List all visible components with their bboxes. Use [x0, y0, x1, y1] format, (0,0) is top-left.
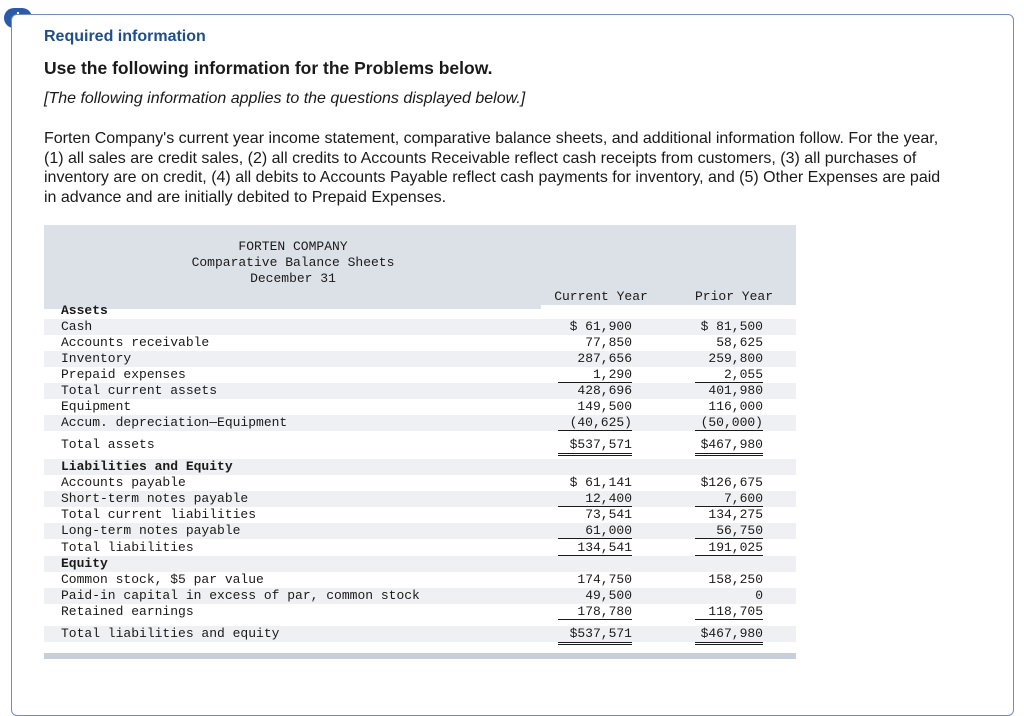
table-row: [44, 556, 796, 572]
cell-current: 287,656: [577, 351, 632, 366]
row-label: Inventory: [61, 351, 132, 366]
use-info-title: Use the following information for the Problems below.: [44, 58, 493, 78]
table-row: [44, 626, 796, 642]
cell-prior: 56,750: [695, 523, 763, 539]
company-name: FORTEN COMPANY: [238, 239, 348, 254]
balance-sheet-table: [44, 225, 796, 646]
cell-prior: 134,275: [708, 507, 763, 522]
row-label: Total current assets: [61, 383, 218, 398]
statement-date: December 31: [250, 271, 336, 286]
table-row: [44, 437, 796, 453]
cell-prior: 58,625: [716, 335, 763, 350]
table-row: [44, 540, 796, 556]
table-row: [44, 523, 796, 539]
cell-prior: $126,675: [700, 475, 763, 490]
table-row: [44, 415, 796, 431]
statement-title: Comparative Balance Sheets: [191, 255, 395, 270]
applies-note: [The following information applies to the questions displayed below.]: [44, 90, 526, 107]
cell-current: (40,625): [558, 415, 632, 431]
table-row: [44, 351, 796, 367]
cell-current: 428,696: [577, 383, 632, 398]
cell-prior: 2,055: [695, 367, 763, 383]
table-row: [44, 588, 796, 604]
section-heading-equity: Equity: [61, 556, 108, 571]
table-row: [44, 572, 796, 588]
table-row: [44, 507, 796, 523]
table-row: [44, 319, 796, 335]
cell-current: 174,750: [577, 572, 632, 587]
cell-current: 12,400: [558, 491, 632, 507]
row-label: Accum. depreciation—Equipment: [61, 415, 288, 430]
table-row: [44, 459, 796, 475]
col-header-prior: Prior Year: [694, 289, 773, 304]
table-row: [44, 399, 796, 415]
row-label: Cash: [61, 319, 93, 334]
cell-current: $ 61,141: [569, 475, 632, 490]
cell-prior: 401,980: [708, 383, 763, 398]
table-row: [44, 303, 796, 319]
cell-prior: 0: [755, 588, 763, 603]
cell-current: 49,500: [585, 588, 632, 603]
cell-prior: 158,250: [708, 572, 763, 587]
row-label: Long-term notes payable: [61, 523, 241, 538]
table-row: [44, 604, 796, 620]
table-row: [44, 367, 796, 383]
row-label: Total liabilities: [61, 540, 194, 555]
cell-prior: 7,600: [695, 491, 763, 507]
row-label: Accounts receivable: [61, 335, 210, 350]
table-row: [44, 475, 796, 491]
cell-current: 149,500: [577, 399, 632, 414]
cell-prior: 191,025: [695, 540, 763, 556]
row-label: Common stock, $5 par value: [61, 572, 264, 587]
table-footer-bar: [44, 653, 796, 659]
row-label: Short-term notes payable: [61, 491, 249, 506]
cell-prior: 116,000: [708, 399, 763, 414]
cell-prior: (50,000): [695, 415, 763, 431]
cell-current: 73,541: [585, 507, 632, 522]
row-label: Total current liabilities: [61, 507, 257, 522]
cell-prior: $467,980: [695, 626, 763, 645]
table-row: [44, 491, 796, 507]
row-label: Accounts payable: [61, 475, 186, 490]
table-row: [44, 335, 796, 351]
cell-current: 1,290: [558, 367, 632, 383]
section-heading-liabilities: Liabilities and Equity: [61, 459, 233, 474]
section-heading-assets: Assets: [61, 303, 108, 318]
cell-current: $ 61,900: [569, 319, 632, 334]
row-label: Retained earnings: [61, 604, 194, 619]
cell-current: 134,541: [558, 540, 632, 556]
intro-paragraph: Forten Company's current year income statement, comparative balance sheets, and additional information follow. For the year, (1) all sales are credit sales, (2) all credits to Accounts Receivable reflect cash receipts from customers, (3) all purchases of inventory are on credit, (4) all debits to Accounts Payable reflect cash payments for inventory, and (5) Other Expenses are paid in advance and are initially debited to Prepaid Expenses.: [44, 130, 941, 206]
row-label: Total liabilities and equity: [61, 626, 280, 641]
row-label: Total assets: [61, 437, 155, 452]
cell-current: $537,571: [558, 626, 632, 645]
cell-current: 61,000: [558, 523, 632, 539]
cell-prior: $467,980: [695, 437, 763, 456]
cell-prior: 259,800: [708, 351, 763, 366]
table-row: [44, 383, 796, 399]
col-header-current: Current Year: [554, 289, 648, 304]
row-label: Equipment: [61, 399, 132, 414]
required-info-title: Required information: [44, 28, 206, 45]
cell-current: $537,571: [558, 437, 632, 456]
cell-prior: 118,705: [695, 604, 763, 620]
row-label: Paid-in capital in excess of par, common stock: [61, 588, 420, 603]
cell-prior: $ 81,500: [700, 319, 763, 334]
cell-current: 77,850: [585, 335, 632, 350]
row-label: Prepaid expenses: [61, 367, 186, 382]
cell-current: 178,780: [558, 604, 632, 620]
